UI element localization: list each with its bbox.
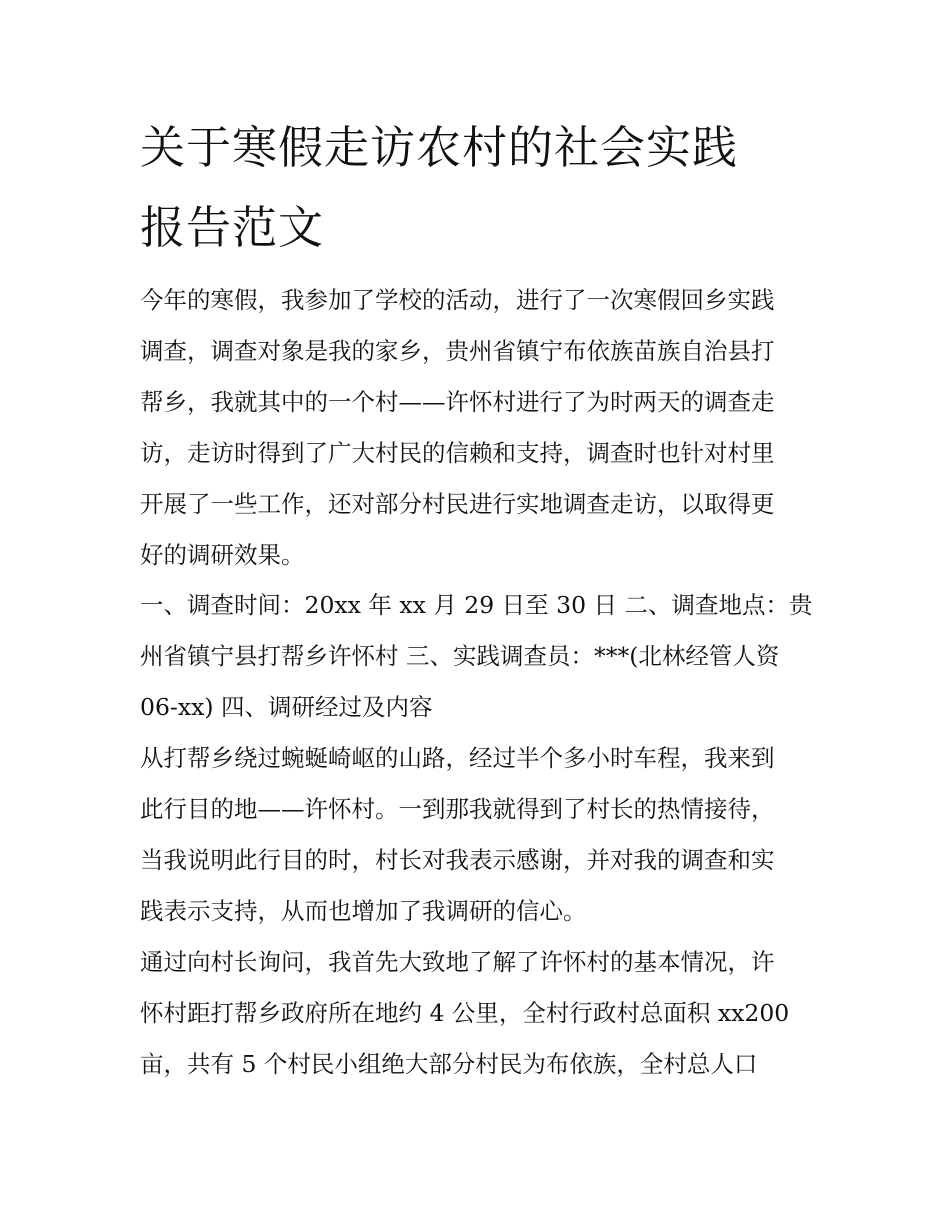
title-line: 关于寒假走访农村的社会实践	[140, 121, 739, 174]
text-line: 访，走访时得到了广大村民的信赖和支持，调查时也针对村里	[140, 438, 775, 467]
text-line: 亩，共有 5 个村民小组绝大部分村民为布依族，全村总人口	[140, 1049, 758, 1078]
text-line: 调查，调查对象是我的家乡，贵州省镇宁布依族苗族自治县打	[140, 336, 775, 365]
text-line: 一、调查时间：20xx 年 xx 月 29 日至 30 日 二、调查地点：贵	[140, 591, 813, 620]
text-line: 践表示支持，从而也增加了我调研的信心。	[140, 896, 587, 925]
paragraph	[140, 275, 820, 580]
title-line: 报告范文	[140, 201, 325, 254]
paragraph	[140, 733, 820, 937]
text-line: 06-xx) 四、调研经过及内容	[140, 693, 433, 722]
text-line: 从打帮乡绕过蜿蜒崎岖的山路，经过半个多小时车程，我来到	[140, 744, 775, 773]
text-line: 今年的寒假，我参加了学校的活动，进行了一次寒假回乡实践	[140, 286, 775, 314]
text-line: 怀村距打帮乡政府所在地约 4 公里，全村行政村总面积 xx200	[140, 998, 790, 1027]
text-line: 通过向村长询问，我首先大致地了解了许怀村的基本情况，许	[140, 947, 775, 976]
document-body	[140, 275, 820, 1090]
paragraph	[140, 937, 820, 1090]
text-line: 当我说明此行目的时，村长对我表示感谢，并对我的调查和实	[140, 845, 775, 874]
text-line: 帮乡，我就其中的一个村——许怀村进行了为时两天的调查走	[140, 387, 775, 416]
document-title	[140, 108, 738, 268]
text-line: 好的调研效果。	[140, 540, 305, 569]
text-line: 开展了一些工作，还对部分村民进行实地调查走访，以取得更	[140, 489, 775, 518]
text-line: 此行目的地——许怀村。一到那我就得到了村长的热情接待，	[140, 795, 775, 824]
paragraph	[140, 580, 820, 733]
text-line: 州省镇宁县打帮乡许怀村 三、实践调查员：***(北林经管人资	[140, 642, 780, 671]
